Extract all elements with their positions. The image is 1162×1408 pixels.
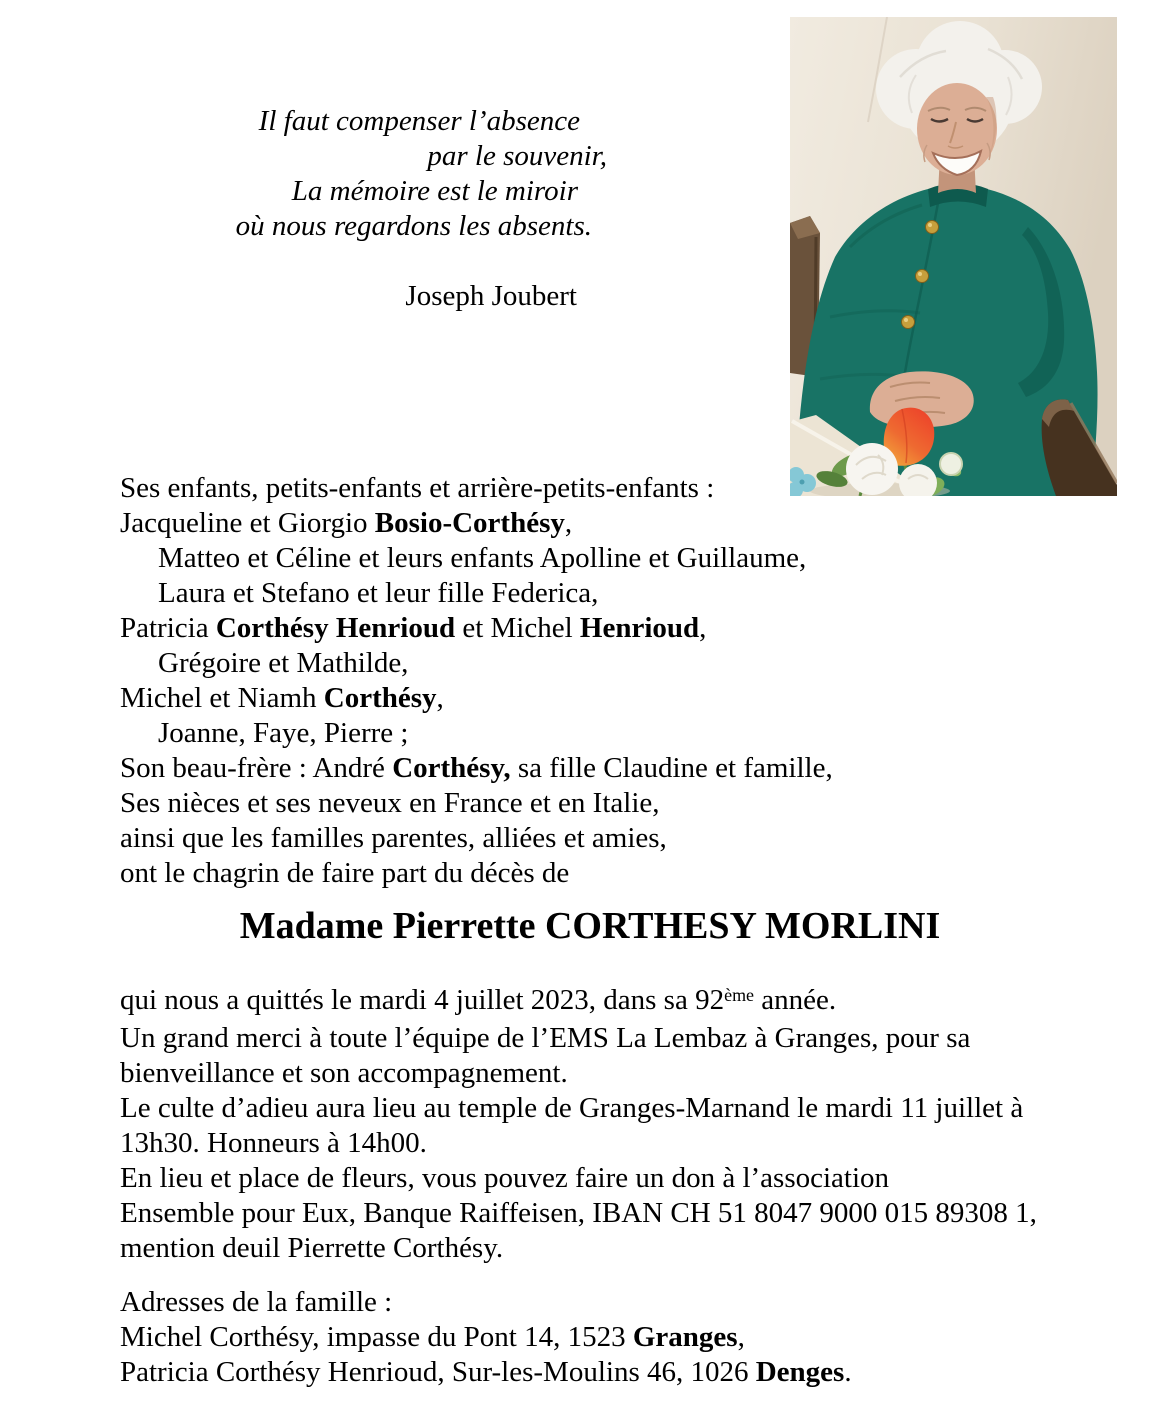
family-line: Jacqueline et Giorgio Bosio-Corthésy, <box>120 507 573 539</box>
quote-author: Joseph Joubert <box>405 280 577 312</box>
gold-button <box>926 221 939 234</box>
portrait-photo-illustration <box>790 17 1117 496</box>
face <box>917 83 997 175</box>
family-list <box>120 471 1130 891</box>
announcement-details <box>120 983 1130 1266</box>
details-line: Ensemble pour Eux, Banque Raiffeisen, IBAN CH 51 8047 9000 015 89308 1, <box>120 1197 1037 1229</box>
superscript-eme: ème <box>724 984 755 1005</box>
details-line: 13h30. Honneurs à 14h00. <box>120 1127 427 1159</box>
deceased-name-title: Madame Pierrette CORTHESY MORLINI <box>239 905 941 947</box>
details-line: En lieu et place de fleurs, vous pouvez faire un don à l’association <box>120 1162 890 1194</box>
portrait-photo <box>790 17 1117 496</box>
family-line: Ses nièces et ses neveux en France et en Italie, <box>120 787 660 819</box>
address-line: Michel Corthésy, impasse du Pont 14, 1523 Granges, <box>120 1321 745 1353</box>
family-line: ainsi que les familles parentes, alliées et amies, <box>120 822 667 854</box>
address-line: Patricia Corthésy Henrioud, Sur-les-Moulins 46, 1026 Denges. <box>120 1356 852 1388</box>
family-line: Son beau-frère : André Corthésy, sa fille Claudine et famille, <box>120 752 833 784</box>
details-line: Le culte d’adieu aura lieu au temple de Granges-Marnand le mardi 11 juillet à <box>120 1092 1024 1124</box>
family-addresses <box>120 1285 1130 1390</box>
quote-line: La mémoire est le miroir <box>291 175 578 207</box>
gold-button <box>902 316 915 329</box>
gold-button <box>916 270 929 283</box>
family-line: Patricia Corthésy Henrioud et Michel Henrioud, <box>120 612 707 644</box>
details-line: mention deuil Pierrette Corthésy. <box>120 1232 504 1264</box>
family-line: Grégoire et Mathilde, <box>158 647 409 679</box>
details-line: bienveillance et son accompagnement. <box>120 1057 568 1089</box>
family-line: Ses enfants, petits-enfants et arrière-petits-enfants : <box>120 472 715 504</box>
quote-line: où nous regardons les absents. <box>235 210 592 242</box>
quote-line: Il faut compenser l’absence <box>258 105 580 137</box>
family-line: Michel et Niamh Corthésy, <box>120 682 444 714</box>
family-line: ont le chagrin de faire part du décès de <box>120 857 570 889</box>
quote-line: par le souvenir, <box>427 140 607 172</box>
button-highlight <box>918 272 922 276</box>
button-highlight <box>904 318 908 322</box>
family-line: Laura et Stefano et leur fille Federica, <box>158 577 599 609</box>
family-line: Joanne, Faye, Pierre ; <box>158 717 409 749</box>
family-line: Matteo et Céline et leurs enfants Apolline et Guillaume, <box>158 542 807 574</box>
details-line: qui nous a quittés le mardi 4 juillet 2023, dans sa 92ème année. <box>120 984 837 1016</box>
details-line: Un grand merci à toute l’équipe de l’EMS La Lembaz à Granges, pour sa <box>120 1022 971 1054</box>
button-highlight <box>928 223 932 227</box>
address-line: Adresses de la famille : <box>120 1286 393 1318</box>
quote-block <box>120 104 607 314</box>
